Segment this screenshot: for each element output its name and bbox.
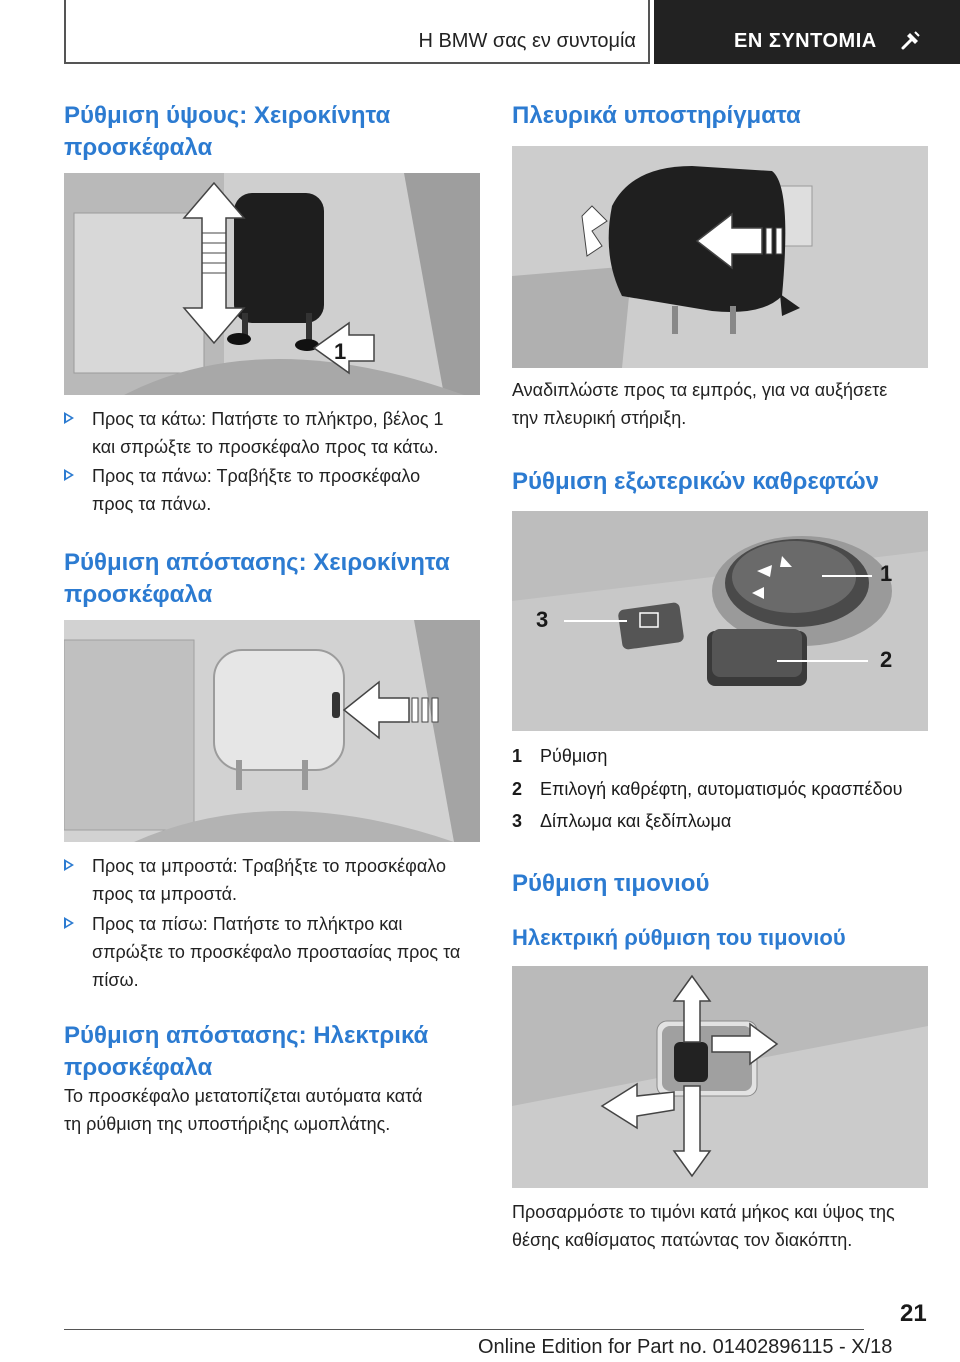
bullet-backward: Προς τα πίσω: Πατήστε το πλήκτρο και σπρώξτε το προσκέφαλο προστασίας προς τα πίσω. xyxy=(64,910,484,994)
bullet-down: Προς τα κάτω: Πατήστε το πλήκτρο, βέλος 1 και σπρώξτε το προσκέφαλο προς τα κάτω. xyxy=(64,405,484,461)
chapter-tab xyxy=(654,0,960,64)
callout-1: 1 xyxy=(880,561,893,586)
list-item: 1 Ρύθμιση xyxy=(512,746,608,766)
bullet-arrow-icon xyxy=(64,859,74,871)
tools-icon xyxy=(900,29,922,51)
bullet-arrow-icon xyxy=(64,917,74,929)
paragraph-electric-headrest: Το προσκέφαλο μετατοπίζεται αυτόματα κατά τη ρύθμιση της υποστήριξης ωμοπλάτης. xyxy=(64,1086,423,1134)
header-frame xyxy=(64,0,650,64)
callout-3: 3 xyxy=(536,607,549,632)
list-item: 3 Δίπλωμα και ξεδίπλωμα xyxy=(512,811,732,831)
heading-steering: Ρύθμιση τιμονιού xyxy=(512,870,710,897)
heading-exterior-mirrors: Ρύθμιση εξωτερικών καθρεφτών xyxy=(512,468,879,495)
steering-adjust-illustration xyxy=(512,966,928,1188)
headrest-distance-illustration xyxy=(64,620,480,842)
paragraph-steering: Προσαρμόστε το τιμόνι κατά μήκος και ύψος της θέσης καθίσματος πατώντας τον διακόπτη. xyxy=(512,1202,895,1250)
mirror-controls-illustration xyxy=(512,511,928,731)
section-title: Η BMW σας εν συντομία xyxy=(418,30,636,52)
footer-divider xyxy=(64,1329,864,1330)
heading-side-bolsters: Πλευρικά υποστηρίγματα xyxy=(512,102,801,129)
callout-1: 1 xyxy=(334,339,347,364)
page-number: 21 xyxy=(900,1300,927,1327)
paragraph-side-bolsters: Αναδιπλώστε προς τα εμπρός, για να αυξήσετε την πλευρική στήριξη. xyxy=(512,380,888,428)
list-item: 2 Επιλογή καθρέφτη, αυτοματισμός κρασπέδου xyxy=(512,779,903,799)
bullet-arrow-icon xyxy=(64,469,74,481)
heading-distance-manual: Ρύθμιση απόστασης: Χειροκίνητα προσκέφαλα xyxy=(64,549,450,608)
bullet-up: Προς τα πάνω: Τραβήξτε το προσκέφαλο προς τα πάνω. xyxy=(64,462,484,518)
bullet-arrow-icon xyxy=(64,412,74,424)
bullet-forward: Προς τα μπροστά: Τραβήξτε το προσκέφαλο προς τα μπροστά. xyxy=(64,852,484,908)
heading-electric-steering: Ηλεκτρική ρύθμιση του τιμονιού xyxy=(512,925,846,950)
callout-2: 2 xyxy=(880,647,893,672)
heading-height-manual: Ρύθμιση ύψους: Χειροκίνητα προσκέφαλα xyxy=(64,102,391,161)
edition-note: Online Edition for Part no. 01402896115 - X/18 xyxy=(478,1336,893,1358)
side-bolster-illustration xyxy=(512,146,928,368)
chapter-title: ΕΝ ΣΥΝΤΟΜΙΑ xyxy=(734,30,877,52)
heading-distance-electric: Ρύθμιση απόστασης: Ηλεκτρικά προσκέφαλα xyxy=(64,1022,429,1081)
headrest-height-illustration xyxy=(64,173,480,395)
